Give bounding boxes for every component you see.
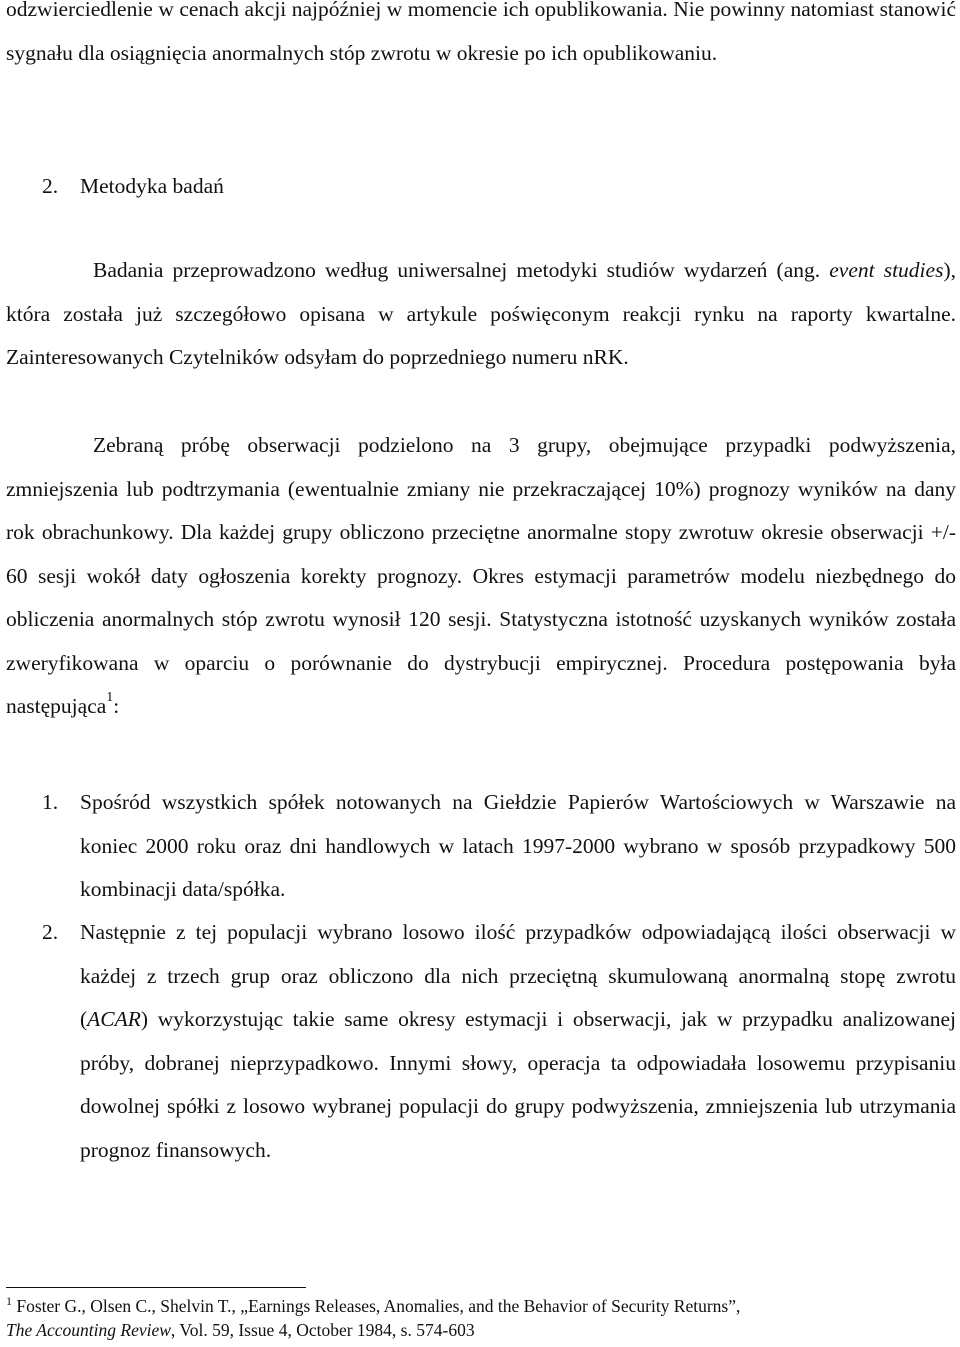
section-number: 2. — [42, 174, 59, 198]
list-item-text-after: ) wykorzystując takie same okresy estymacji i obserwacji, jak w przypadku analizowanej próby, dobranej nieprzypadkowo. Innymi słowy, operacja ta odpowiadała losowemu przypisaniu dowolnej spółki z losowo wybranej populacji do grupy podwyższenia, zmniejszenia lub utrzymania prognoz finansowych. — [80, 1007, 956, 1162]
event-studies-term: event studies — [829, 258, 944, 282]
footnote-reference: 1 — [106, 690, 114, 705]
list-item-text: Spośród wszystkich spółek notowanych na Giełdzie Papierów Wartościowych w Warszawie na koniec 2000 roku oraz dni handlowych w latach 1997-2000 wybrano w sposób przypadkowy 500 kombinacji data/spółka. — [80, 790, 956, 901]
methodology-paragraph — [6, 249, 956, 380]
sample-text: Zebraną próbę obserwacji podzielono na 3 grupy, obejmujące przypadki podwyższenia, zmniejszenia lub podtrzymania (ewentualnie zmiany nie przekraczającej 10%) prognozy wyników na dany rok obrachunkowy. Dla każdej grupy obliczono przeciętne anormalne stopy zwrotuw okresie obserwacji +/- 60 sesji wokół daty ogłoszenia korekty prognozy. Okres estymacji parametrów modelu niezbędnego do obliczenia anormalnych stóp zwrotu wynosił 120 sesji. Statystyczna istotność uzyskanych wyników została zweryfikowana w oparciu o porównanie do dystrybucji empirycznej. Procedura postępowania była następująca — [6, 433, 956, 718]
intro-paragraph — [6, 0, 956, 75]
footnote-number: 1 — [6, 1294, 12, 1308]
section-heading — [42, 165, 224, 209]
footnote — [6, 1294, 956, 1342]
footnote-journal: The Accounting Review — [6, 1320, 171, 1340]
methodology-text-1: Badania przeprowadzono według uniwersalnej metodyki studiów wydarzeń (ang. — [93, 258, 821, 282]
acar-abbreviation: ACAR — [87, 1007, 141, 1031]
footnote-details: , Vol. 59, Issue 4, October 1984, s. 574-603 — [170, 1320, 475, 1340]
list-marker: 1. — [42, 790, 59, 814]
footnote-citation: Foster G., Olsen C., Shelvin T., „Earnings Releases, Anomalies, and the Behavior of Security Returns”, — [16, 1296, 741, 1316]
list-item — [42, 911, 956, 1172]
intro-line-2: natomiast stanowić sygnału dla osiągnięcia anormalnych stóp zwrotu w okresie po ich — [6, 0, 956, 65]
intro-line-3: opublikowaniu. — [582, 40, 718, 65]
list-item — [42, 781, 956, 912]
journal-abbreviation: nRK. — [582, 345, 629, 369]
footnote-divider — [6, 1287, 306, 1288]
list-marker: 2. — [42, 920, 59, 944]
methodology-text-2: ), która została już szczegółowo opisana w artykule poświęconym reakcji rynku na raporty kwartalne. Zainteresowanych Czytelników odsyłam do poprzedniego numeru — [6, 258, 956, 369]
sample-paragraph — [6, 424, 956, 729]
section-title: Metodyka badań — [80, 174, 224, 198]
sample-text-end: : — [113, 694, 120, 718]
intro-line-1: odzwierciedlenie w cenach akcji najpóźniej w momencie ich opublikowania. Nie powinny — [6, 0, 785, 21]
list-item-text-before: Następnie z tej populacji wybrano losowo ilość przypadków odpowiadającą ilości obserwacji w każdej z trzech grup oraz obliczono dla nich przeciętną skumulowaną anormalną stopę zwrotu ( — [80, 920, 956, 1031]
